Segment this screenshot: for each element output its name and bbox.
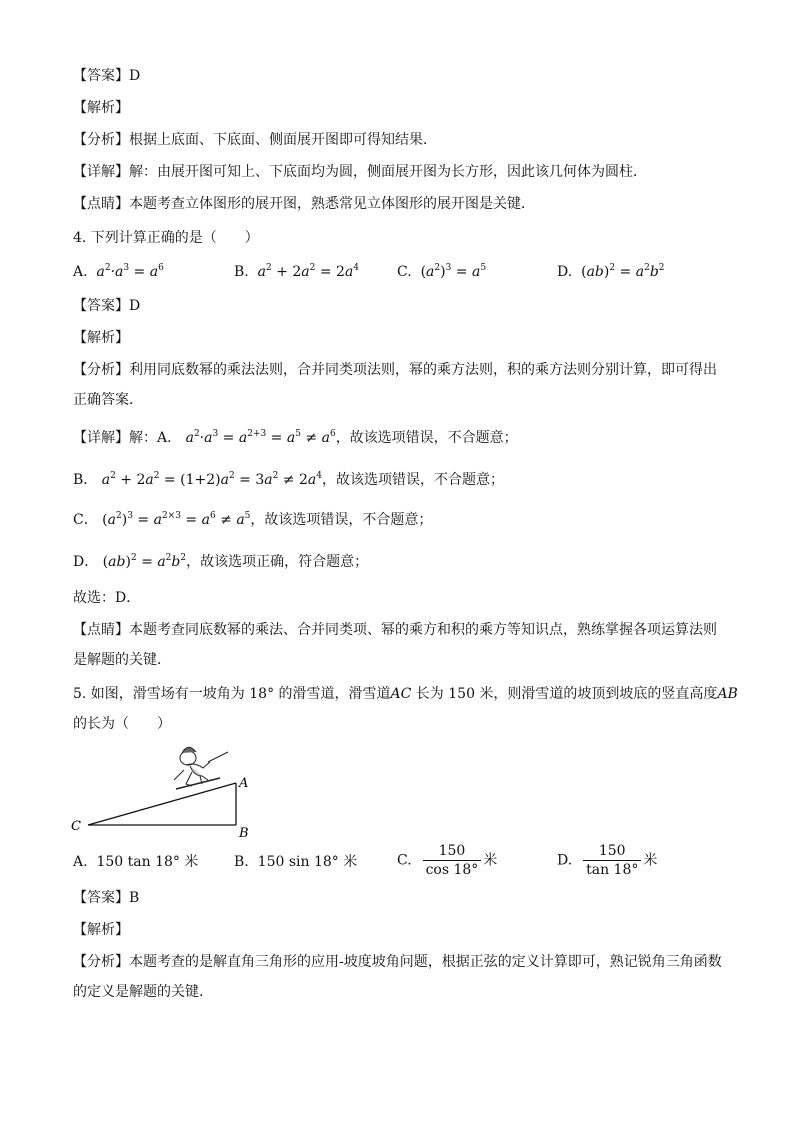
answer-tag: 【答案】 [73,68,129,84]
q4-fenxi-line2: 正确答案． [73,392,143,408]
ski-slope-figure [60,740,260,840]
q5-option-d: D. $\frac{150}{\tan 18^\circ}$ 米 [557,843,658,878]
q4-dianjing-line2: 是解题的关键． [73,652,171,668]
q3-fenxi [73,130,437,150]
skier-icon [174,747,228,789]
q4-xiangjie-c: C． $(a^2)^3 = a^{2\times 3} = a^6 \ne a^5$，故该选项错误，不合题意； [73,511,433,528]
q5-fenxi-line1: 【分析】本题考查的是解直角三角形的应用-坡度坡角问题，根据正弦的定义计算即可，熟记锐角三角函数 [73,954,722,970]
q5-fenxi-line2: 的定义是解题的关键. [73,984,204,1000]
q4-xiangjie-d: D． $(ab)^2 = a^2b^2$，故该选项正确，符合题意； [73,553,369,570]
fenxi-tag: 【分析】 [73,132,129,148]
q3-answer [73,66,140,86]
q4-stem: 4. 下列计算正确的是（ ） [73,230,259,246]
q5-option-c: C. $\frac{150}{\cos 18^\circ}$ 米 [397,843,498,878]
q5-option-b: B. 150 sin 18° 米 [234,854,358,870]
label-b: B [239,826,249,840]
q4-analysis-heading: 【解析】 [73,330,129,346]
q3-dianjing [73,194,535,214]
slope-line-ac [88,783,236,825]
q5-stem-line2: 的长为（ ） [73,716,171,732]
q4-xiangjie-a: 【详解】解：A． $a^2\cdot a^3 = a^{2+3} = a^5 \ne a^6$，故该选项错误，不合题意； [73,429,518,446]
q5-option-a: A. 150 tan 18° 米 [73,854,199,870]
fraction: $\frac{150}{\cos 18^\circ}$ [423,842,482,879]
q5-answer: 【答案】B [73,890,140,906]
dianjing-tag: 【点睛】 [73,196,129,212]
dianjing-text: 本题考查立体图形的展开图，熟悉常见立体图形的展开图是关键． [129,196,535,212]
q4-option-a: A. $a^2\cdot a^3 = a^6$ [73,263,164,280]
q4-fenxi-line1: 【分析】利用同底数幂的乘法法则，合并同类项法则，幂的乘方法则，积的乘方法则分别计算，即可得出 [73,362,717,378]
label-c: C [71,819,81,834]
q4-option-b: B. $a^2 + 2a^2 = 2a^4$ [234,263,360,280]
fraction: $\frac{150}{\tan 18^\circ}$ [583,842,641,879]
answer-value: D [129,68,141,84]
fenxi-text: 根据上底面、下底面、侧面展开图即可得知结果． [129,132,437,148]
q4-answer: 【答案】D [73,298,141,314]
q5-analysis-heading: 【解析】 [73,922,129,938]
q4-xiangjie-b: B． $a^2 + 2a^2 = (1+2)a^2 = 3a^2 \ne 2a^4$，故该选项错误，不合题意； [73,471,504,488]
q4-choice: 故选：D． [73,590,141,606]
q4-option-c: C. $(a^2)^3 = a^5$ [397,263,487,280]
xiangjie-tag: 【详解】 [73,164,129,180]
xiangjie-text: 解：由展开图可知上、下底面均为圆，侧面展开图为长方形，因此该几何体为圆柱． [129,164,647,180]
q4-option-d: D. $(ab)^2 = a^2b^2$ [557,263,665,280]
q4-dianjing-line1: 【点睛】本题考查同底数幂的乘法、合并同类项、幂的乘方和积的乘方等知识点，熟练掌握各项运算法则 [73,622,717,638]
q5-stem-line1: 5. 如图，滑雪场有一坡角为 18° 的滑雪道，滑雪道AC 长为 150 米，则滑雪道的坡顶到坡底的竖直高度AB [73,686,738,702]
label-a: A [239,776,249,791]
q3-analysis-heading: 【解析】 [73,100,129,116]
q3-xiangjie [73,162,647,182]
